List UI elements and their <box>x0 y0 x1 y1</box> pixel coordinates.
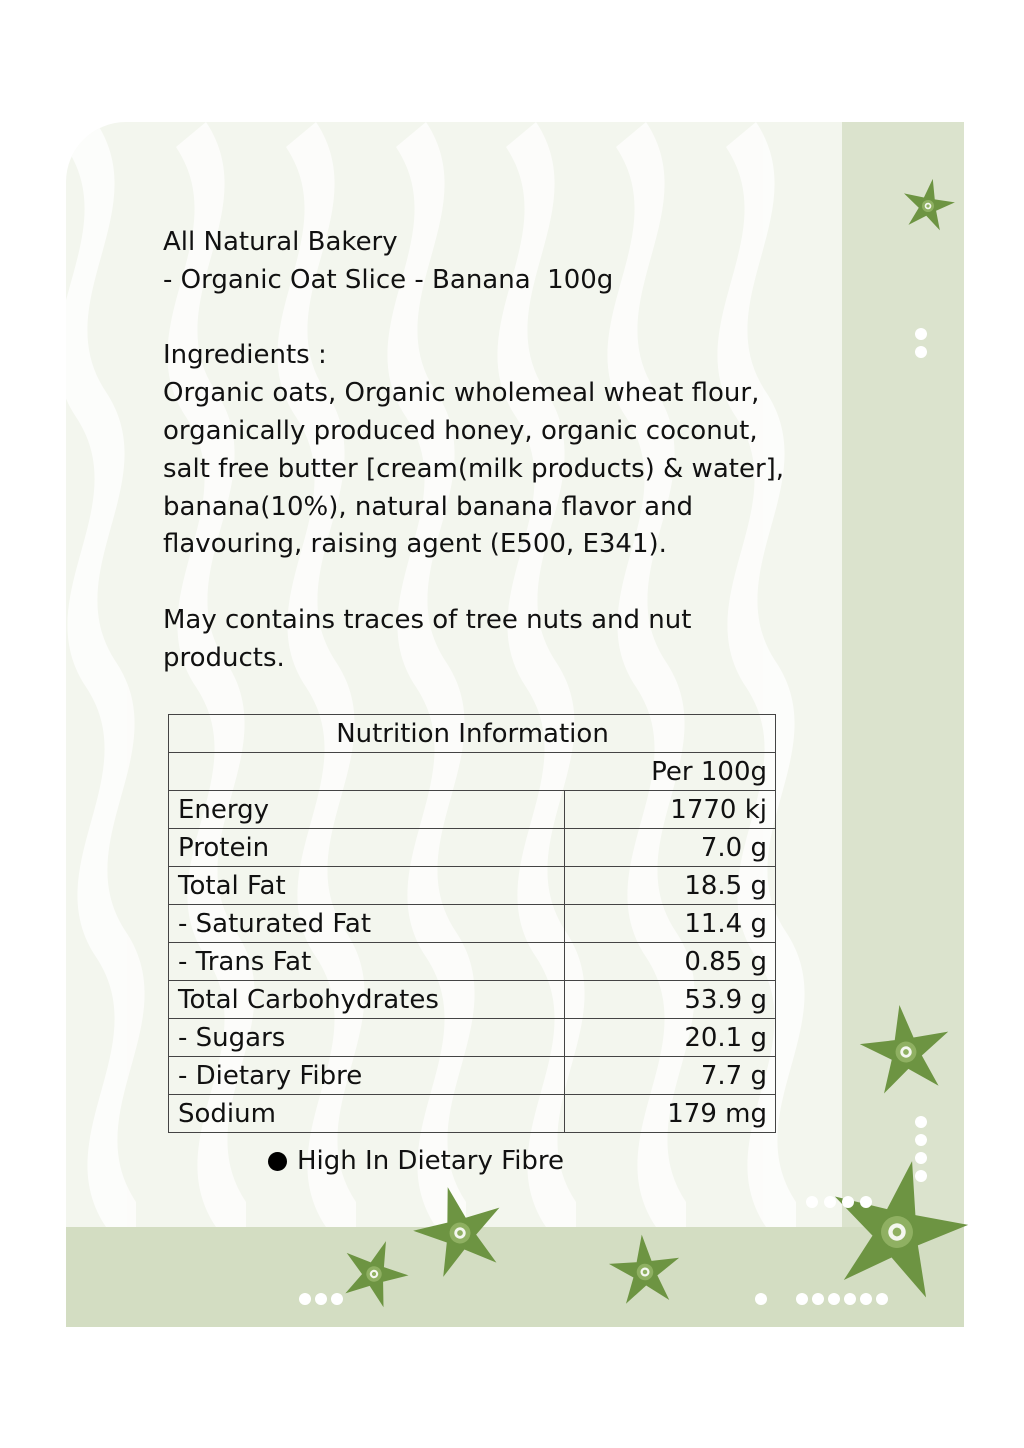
allergen-line: products. <box>163 642 285 673</box>
nutrient-value: 11.4 g <box>565 905 776 943</box>
table-row <box>169 981 776 1019</box>
nutrient-label: - Saturated Fat <box>169 905 565 943</box>
table-row <box>169 943 776 981</box>
table-row <box>169 867 776 905</box>
ingredients-line: organically produced honey, organic coconut, <box>163 415 758 446</box>
table-row <box>169 1095 776 1133</box>
nutrient-value: 7.7 g <box>565 1057 776 1095</box>
table-row <box>169 1057 776 1095</box>
nutrient-value: 1770 kj <box>565 791 776 829</box>
label-text <box>163 224 803 678</box>
table-row <box>169 905 776 943</box>
nutrient-label: Sodium <box>169 1095 565 1133</box>
brand-name: All Natural Bakery <box>163 227 398 257</box>
ingredients-line: salt free butter [cream(milk products) & water], <box>163 453 785 484</box>
nutrient-label: Total Carbohydrates <box>169 981 565 1019</box>
product-name: - Organic Oat Slice - Banana 100g <box>163 264 614 295</box>
nutrient-value: 179 mg <box>565 1095 776 1133</box>
nutrition-title: Nutrition Information <box>169 715 776 753</box>
nutrient-value: 0.85 g <box>565 943 776 981</box>
serving-basis: Per 100g <box>169 753 776 791</box>
nutrition-title-row <box>169 715 776 753</box>
table-row <box>169 791 776 829</box>
nutrient-label: - Sugars <box>169 1019 565 1057</box>
nutrition-per-row <box>169 753 776 791</box>
ingredients-heading: Ingredients : <box>163 340 327 371</box>
bottom-decor-band <box>66 1227 964 1327</box>
table-row <box>169 829 776 867</box>
nutrient-value: 53.9 g <box>565 981 776 1019</box>
ingredients-line: Organic oats, Organic wholemeal wheat flour, <box>163 378 760 409</box>
right-decor-band <box>842 122 964 1327</box>
nutrient-label: - Dietary Fibre <box>169 1057 565 1095</box>
nutrient-value: 7.0 g <box>565 829 776 867</box>
nutrient-label: - Trans Fat <box>169 943 565 981</box>
nutrient-value: 20.1 g <box>565 1019 776 1057</box>
nutrient-label: Protein <box>169 829 565 867</box>
health-claim <box>268 1143 564 1179</box>
ingredients-line: flavouring, raising agent (E500, E341). <box>163 529 667 560</box>
health-claim-text: High In Dietary Fibre <box>297 1146 565 1176</box>
table-row <box>169 1019 776 1057</box>
nutrient-value: 18.5 g <box>565 867 776 905</box>
ingredients-line: banana(10%), natural banana flavor and <box>163 491 694 522</box>
allergen-line: May contains traces of tree nuts and nut <box>163 604 692 635</box>
bullet-dot-icon <box>268 1152 287 1171</box>
nutrient-label: Total Fat <box>169 867 565 905</box>
nutrient-label: Energy <box>169 791 565 829</box>
nutrition-table <box>168 714 776 1133</box>
